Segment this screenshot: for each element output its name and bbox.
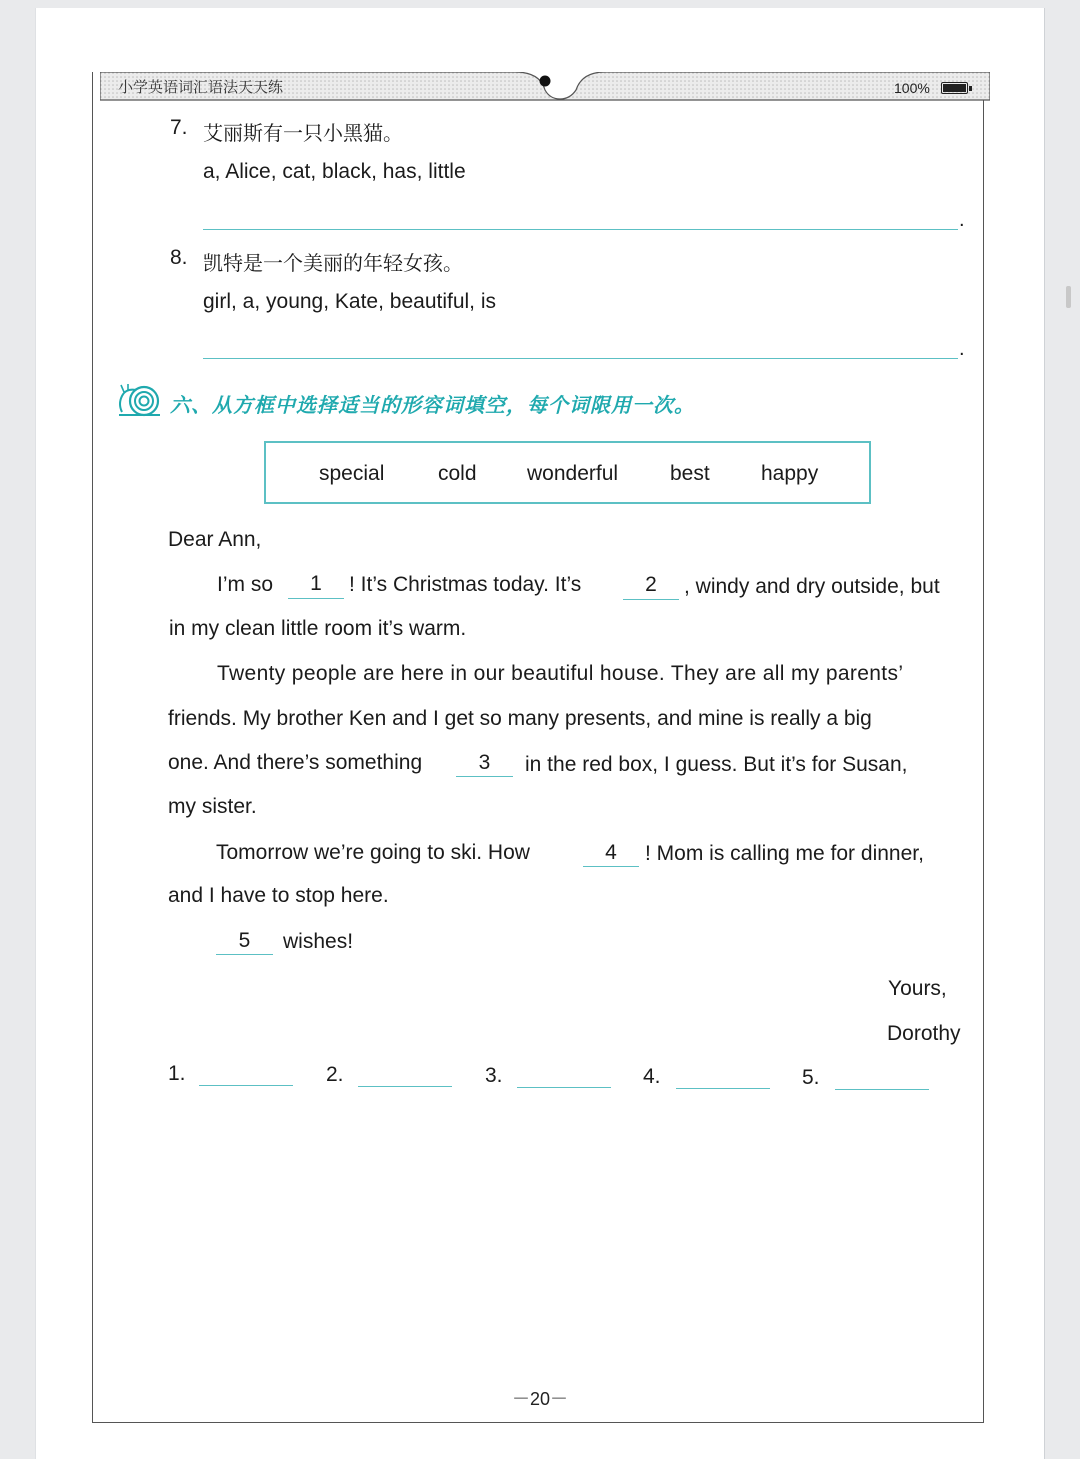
question-7-period: . [959,209,965,231]
section-title: 六、从方框中选择适当的形容词填空，每个词限用一次。 [170,393,695,417]
letter-p1-part-b: ! It’s Christmas today. It’s [349,573,582,596]
question-8-period: . [959,338,965,360]
answer-slot-2-label: 2. [326,1063,344,1086]
snail-icon [116,382,164,420]
question-8-chinese: 凯特是一个美丽的年轻女孩。 [203,251,463,275]
letter-p2-part-e: my sister. [168,795,257,818]
blank-1[interactable] [288,598,344,599]
letter-signature: Dorothy [887,1022,961,1045]
blank-1-label: 1 [310,572,322,595]
blank-5-label: 5 [238,929,251,952]
question-7-chinese: 艾丽斯有一只小黑猫。 [203,121,403,145]
header-dot-icon [540,76,551,87]
blank-4[interactable] [583,866,639,867]
blank-2-label: 2 [645,573,657,596]
blank-3-label: 3 [478,751,491,774]
word-box [264,441,871,504]
letter-p1-part-c: , windy and dry outside, but [684,575,940,598]
answer-slot-3[interactable] [517,1087,611,1088]
answer-slot-1[interactable] [199,1085,293,1086]
answer-slot-5-label: 5. [802,1066,820,1089]
letter-p2-part-d: in the red box, I guess. But it’s for Susan, [525,753,908,776]
word-happy: happy [761,462,819,485]
answer-slot-4-label: 4. [643,1065,661,1088]
word-wonderful: wonderful [527,462,619,485]
letter-p2-part-c: one. And there’s something [168,751,423,774]
word-best: best [670,462,710,485]
letter-p1-part-d: in my clean little room it’s warm. [169,617,467,640]
letter-p1-part-a: I’m so [217,573,274,596]
word-special: special [319,462,385,485]
answer-slot-3-label: 3. [485,1064,503,1087]
page-number: －20－ [511,1389,569,1409]
question-8-number: 8. [170,246,188,269]
answer-slot-4[interactable] [676,1088,770,1089]
letter-p3-part-b: ! Mom is calling me for dinner, [645,842,924,865]
blank-2[interactable] [623,599,679,600]
question-8-answer-line[interactable] [203,358,958,359]
answer-slot-1-label: 1. [168,1062,186,1085]
answer-slot-2[interactable] [358,1086,452,1087]
word-cold: cold [438,462,477,485]
blank-3[interactable] [456,776,513,777]
letter-p2-line-1: Twenty people are here in our beautiful house. They are all my parents’ [217,662,904,685]
scrollbar-thumb[interactable] [1066,286,1071,308]
letter-p2-line-2: friends. My brother Ken and I get so many presents, and mine is really a big [168,707,872,730]
blank-4-label: 4 [605,841,617,864]
battery-icon [941,82,968,94]
blank-5[interactable] [216,954,273,955]
question-8-words: girl, a, young, Kate, beautiful, is [203,290,497,313]
header-title: 小学英语词汇语法天天练 [118,78,284,96]
letter-p3-part-a: Tomorrow we’re going to ski. How [216,841,530,864]
question-7-answer-line[interactable] [203,229,958,230]
letter-p4: wishes! [283,930,354,953]
battery-percent: 100% [894,80,930,96]
letter-closing: Yours, [888,977,947,1000]
letter-greeting: Dear Ann, [168,528,262,551]
page-header [100,72,990,102]
question-7-number: 7. [170,116,188,139]
question-7-words: a, Alice, cat, black, has, little [203,160,466,183]
letter-p3-part-c: and I have to stop here. [168,884,389,907]
answer-slot-5[interactable] [835,1089,929,1090]
